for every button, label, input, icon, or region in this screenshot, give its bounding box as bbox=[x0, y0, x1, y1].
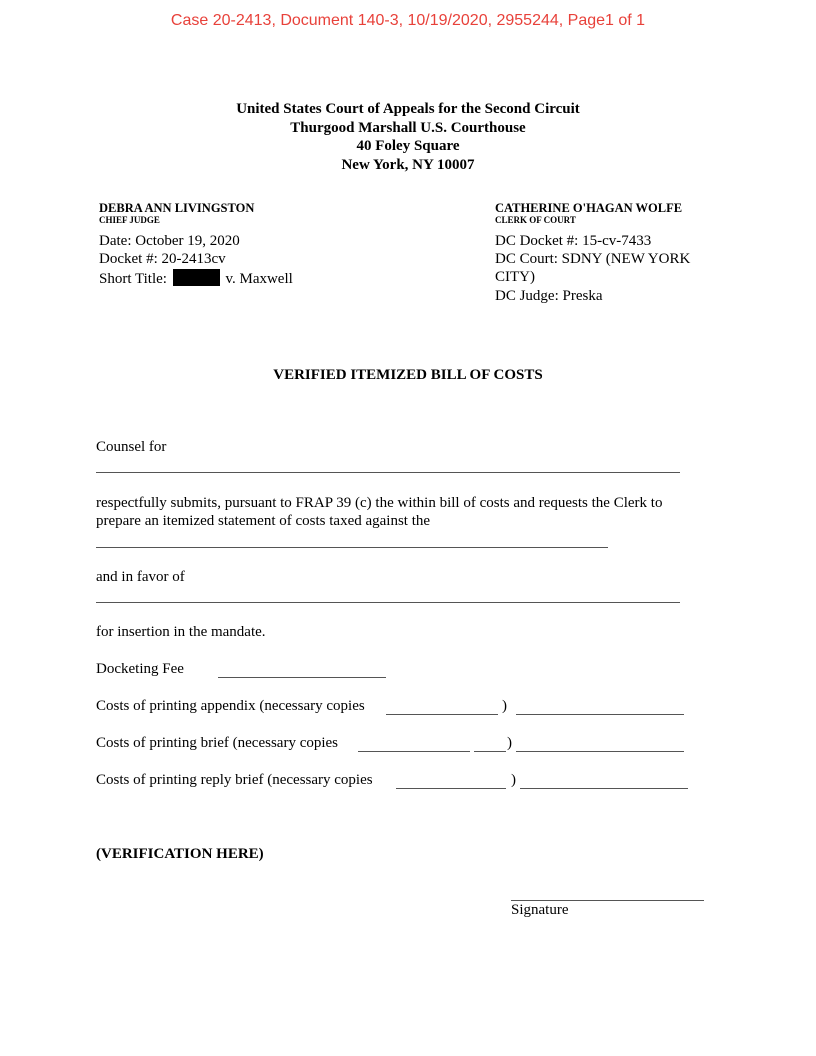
clerk-name: CATHERINE O'HAGAN WOLFE bbox=[495, 201, 683, 215]
redaction-box bbox=[173, 269, 220, 286]
docketing-fee-blank[interactable] bbox=[218, 677, 386, 678]
appendix-label: Costs of printing appendix (necessary copies bbox=[96, 698, 365, 714]
docket-line: Docket #: 20-2413cv bbox=[99, 251, 226, 267]
dc-court-line: DC Court: SDNY (NEW YORK bbox=[495, 251, 691, 267]
reply-brief-copies-blank[interactable] bbox=[396, 788, 506, 789]
signature-blank[interactable] bbox=[511, 900, 704, 901]
reply-brief-close-paren: ) bbox=[511, 772, 516, 788]
brief-copies-blank[interactable] bbox=[358, 751, 470, 752]
dc-docket-line: DC Docket #: 15-cv-7433 bbox=[495, 233, 652, 249]
chief-judge-title: CHIEF JUDGE bbox=[99, 215, 160, 225]
docketing-fee-label: Docketing Fee bbox=[96, 661, 184, 677]
short-title-line bbox=[99, 269, 293, 288]
brief-close-paren: ) bbox=[507, 735, 512, 751]
verification-heading: (VERIFICATION HERE) bbox=[96, 846, 264, 862]
submits-text-line1: respectfully submits, pursuant to FRAP 39 (c) the within bill of costs and requests the Clerk to bbox=[96, 495, 663, 511]
short-title-label: Short Title: bbox=[99, 271, 167, 287]
brief-cost-blank[interactable] bbox=[516, 751, 684, 752]
appendix-copies-blank[interactable] bbox=[386, 714, 498, 715]
chief-judge-name: DEBRA ANN LIVINGSTON bbox=[99, 201, 255, 215]
form-title: VERIFIED ITEMIZED BILL OF COSTS bbox=[273, 367, 543, 383]
reply-brief-label: Costs of printing reply brief (necessary copies bbox=[96, 772, 373, 788]
short-title-suffix: v. Maxwell bbox=[225, 271, 293, 287]
taxed-against-blank[interactable] bbox=[96, 547, 608, 548]
appendix-close-paren: ) bbox=[502, 698, 507, 714]
brief-label: Costs of printing brief (necessary copies bbox=[96, 735, 339, 751]
dc-judge-line: DC Judge: Preska bbox=[495, 288, 603, 304]
date-line: Date: October 19, 2020 bbox=[99, 233, 240, 249]
insertion-text: for insertion in the mandate. bbox=[96, 624, 266, 640]
dc-court-line-cont: CITY) bbox=[495, 269, 535, 285]
clerk-title: CLERK OF COURT bbox=[495, 215, 576, 225]
in-favor-of-blank[interactable] bbox=[96, 602, 680, 603]
submits-text-line2: prepare an itemized statement of costs taxed against the bbox=[96, 513, 431, 529]
counsel-for-label: Counsel for bbox=[96, 439, 167, 455]
in-favor-of-label: and in favor of bbox=[96, 569, 185, 585]
reply-brief-cost-blank[interactable] bbox=[520, 788, 688, 789]
court-street: 40 Foley Square bbox=[356, 138, 460, 154]
courthouse-name: Thurgood Marshall U.S. Courthouse bbox=[290, 119, 526, 136]
court-name: United States Court of Appeals for the Second Circuit bbox=[236, 101, 580, 117]
counsel-for-blank[interactable] bbox=[96, 472, 680, 473]
court-city: New York, NY 10007 bbox=[341, 156, 475, 173]
signature-label: Signature bbox=[511, 902, 569, 918]
appendix-cost-blank[interactable] bbox=[516, 714, 684, 715]
case-stamp: Case 20-2413, Document 140-3, 10/19/2020, 2955244, Page1 of 1 bbox=[170, 12, 646, 29]
brief-copies-blank-2[interactable] bbox=[474, 751, 506, 752]
